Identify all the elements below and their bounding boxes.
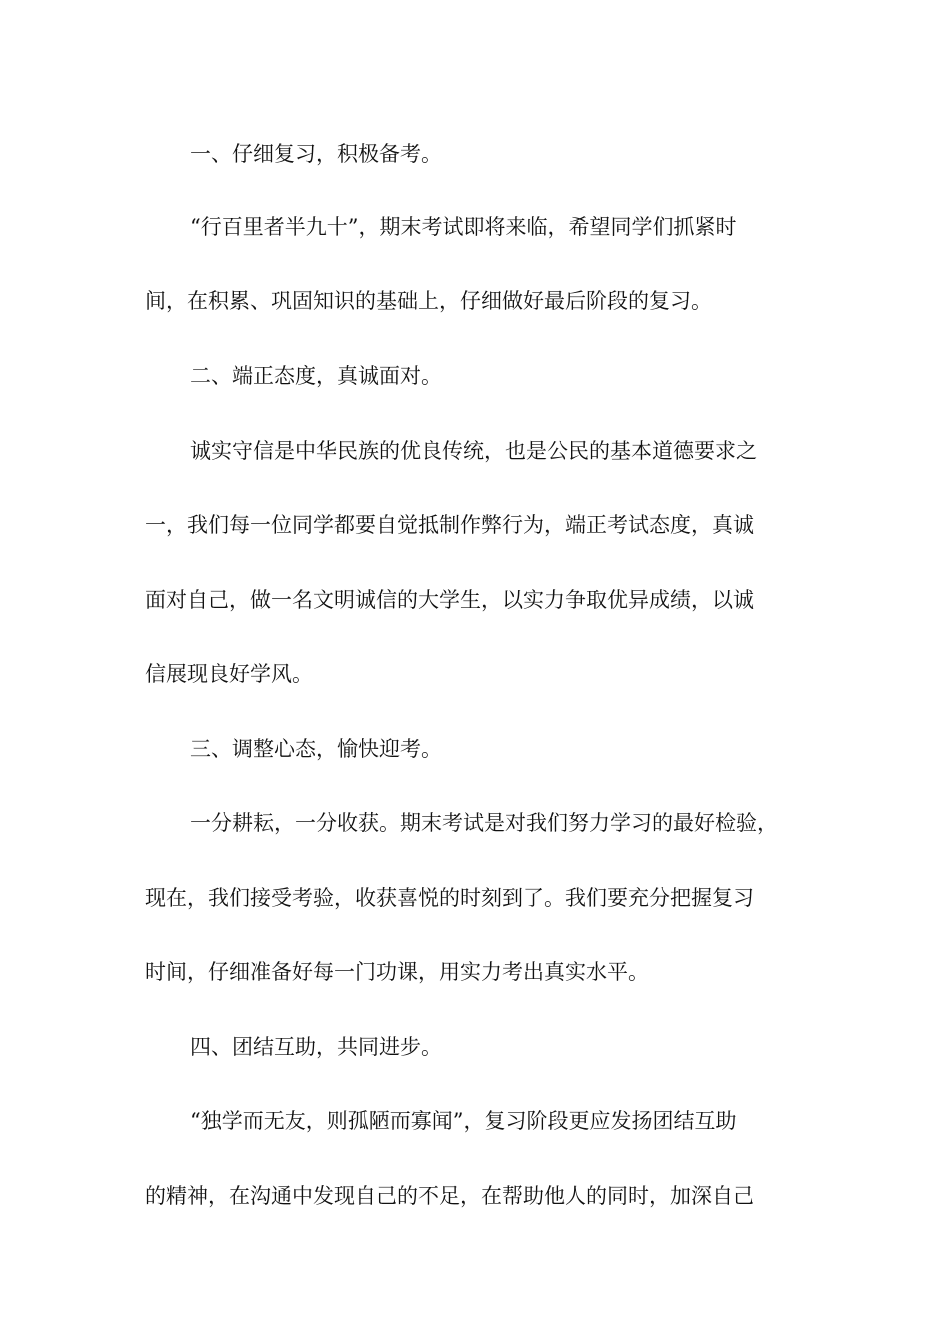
section-heading-3: 三、调整心态，愉快迎考。: [190, 737, 442, 761]
paragraph-line: 间，在积累、巩固知识的基础上，仔细做好最后阶段的复习。: [145, 289, 712, 313]
paragraph-line: 时间，仔细准备好每一门功课，用实力考出真实水平。: [145, 960, 649, 984]
paragraph-line: “独学而无友，则孤陋而寡闻”，复习阶段更应发扬团结互助: [190, 1109, 737, 1133]
paragraph-line: 面对自己，做一名文明诚信的大学生，以实力争取优异成绩，以诚: [145, 588, 754, 612]
paragraph-line: “行百里者半九十”，期末考试即将来临，希望同学们抓紧时: [190, 215, 737, 239]
paragraph-line: 一分耕耘，一分收获。期末考试是对我们努力学习的最好检验，: [190, 811, 778, 835]
paragraph-line: 的精神，在沟通中发现自己的不足，在帮助他人的同时，加深自己: [145, 1184, 754, 1208]
section-heading-4: 四、团结互助，共同进步。: [190, 1035, 442, 1059]
paragraph-line: 信展现良好学风。: [145, 662, 313, 686]
section-heading-2: 二、端正态度，真诚面对。: [190, 364, 442, 388]
paragraph-line: 一，我们每一位同学都要自觉抵制作弊行为，端正考试态度，真诚: [145, 513, 754, 537]
section-heading-1: 一、仔细复习，积极备考。: [190, 142, 442, 166]
paragraph-line: 诚实守信是中华民族的优良传统，也是公民的基本道德要求之: [190, 439, 757, 463]
paragraph-line: 现在，我们接受考验，收获喜悦的时刻到了。我们要充分把握复习: [145, 886, 754, 910]
